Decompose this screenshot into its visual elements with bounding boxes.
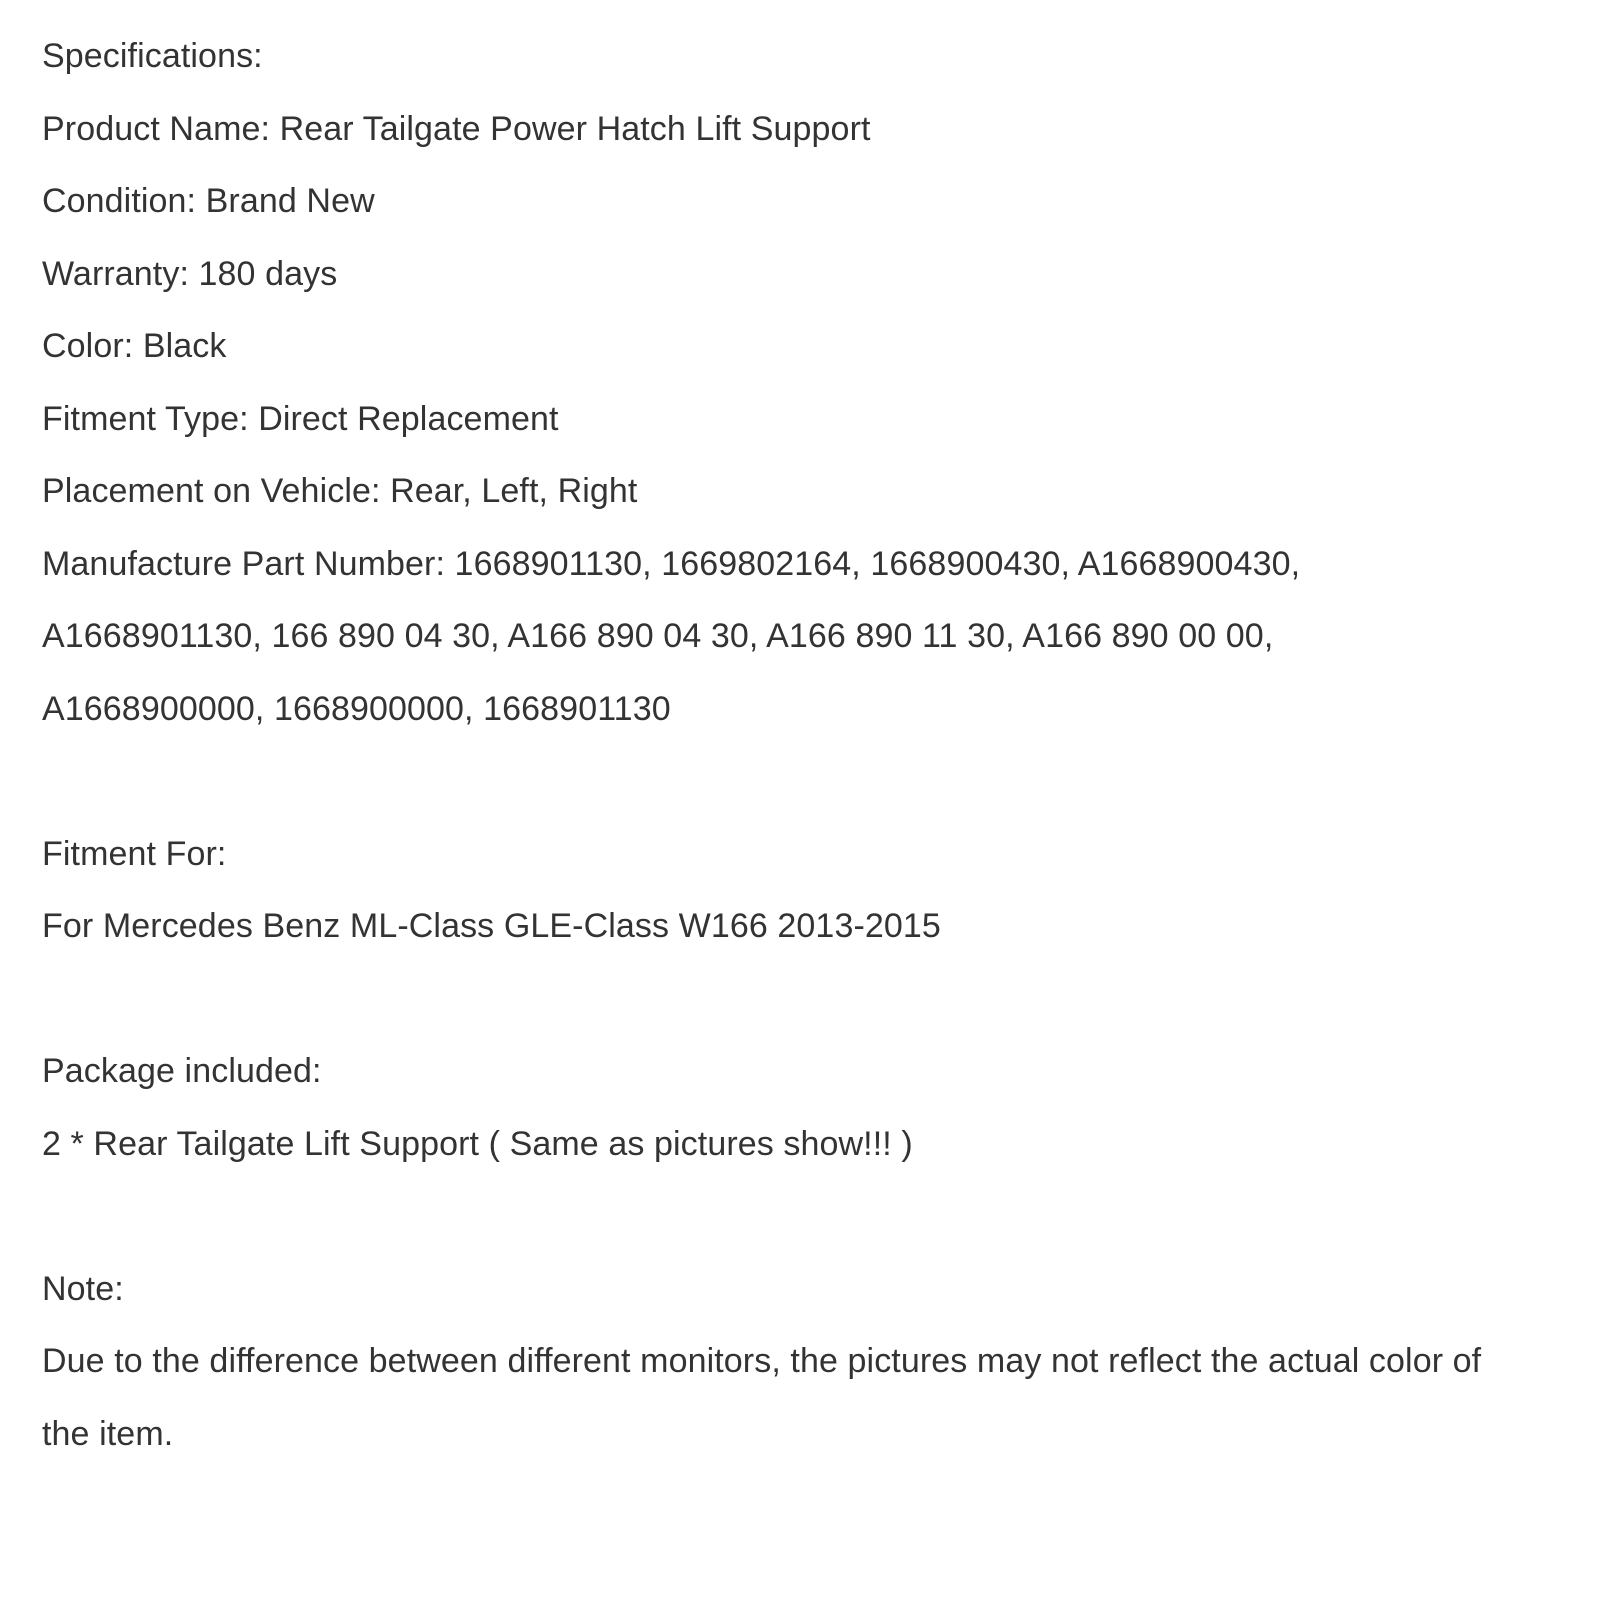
note-text-line: the item.: [42, 1414, 174, 1453]
fitment-type: Fitment Type: Direct Replacement: [42, 399, 559, 438]
condition: Condition: Brand New: [42, 182, 375, 220]
fitment-vehicle: For Mercedes Benz ML-Class GLE-Class W166 2013-2015: [42, 907, 941, 945]
product-name: Product Name: Rear Tailgate Power Hatch Lift Support: [42, 109, 871, 148]
package-heading: Package included:: [42, 1052, 322, 1090]
product-description: [42, 20, 1582, 1470]
part-number-line: A1668900000, 1668900000, 1668901130: [42, 689, 671, 728]
section-spacer: [42, 963, 1582, 1036]
warranty: Warranty: 180 days: [42, 254, 338, 293]
fitment-heading: Fitment For:: [42, 834, 227, 873]
section-spacer: [42, 1180, 1582, 1253]
package-item: 2 * Rear Tailgate Lift Support ( Same as pictures show!!! ): [42, 1124, 913, 1163]
section-spacer: [42, 745, 1582, 818]
part-number-line: A1668901130, 166 890 04 30, A166 890 04 30, A166 890 11 30, A166 890 00 00,: [42, 617, 1274, 655]
part-number-line: Manufacture Part Number: 1668901130, 1669802164, 1668900430, A1668900430,: [42, 544, 1301, 583]
specifications-heading: Specifications:: [42, 37, 263, 75]
note-heading: Note:: [42, 1269, 124, 1308]
placement-on-vehicle: Placement on Vehicle: Rear, Left, Right: [42, 472, 638, 510]
note-text-line: Due to the difference between different monitors, the pictures may not reflect the actual color of: [42, 1342, 1482, 1380]
color: Color: Black: [42, 327, 227, 365]
